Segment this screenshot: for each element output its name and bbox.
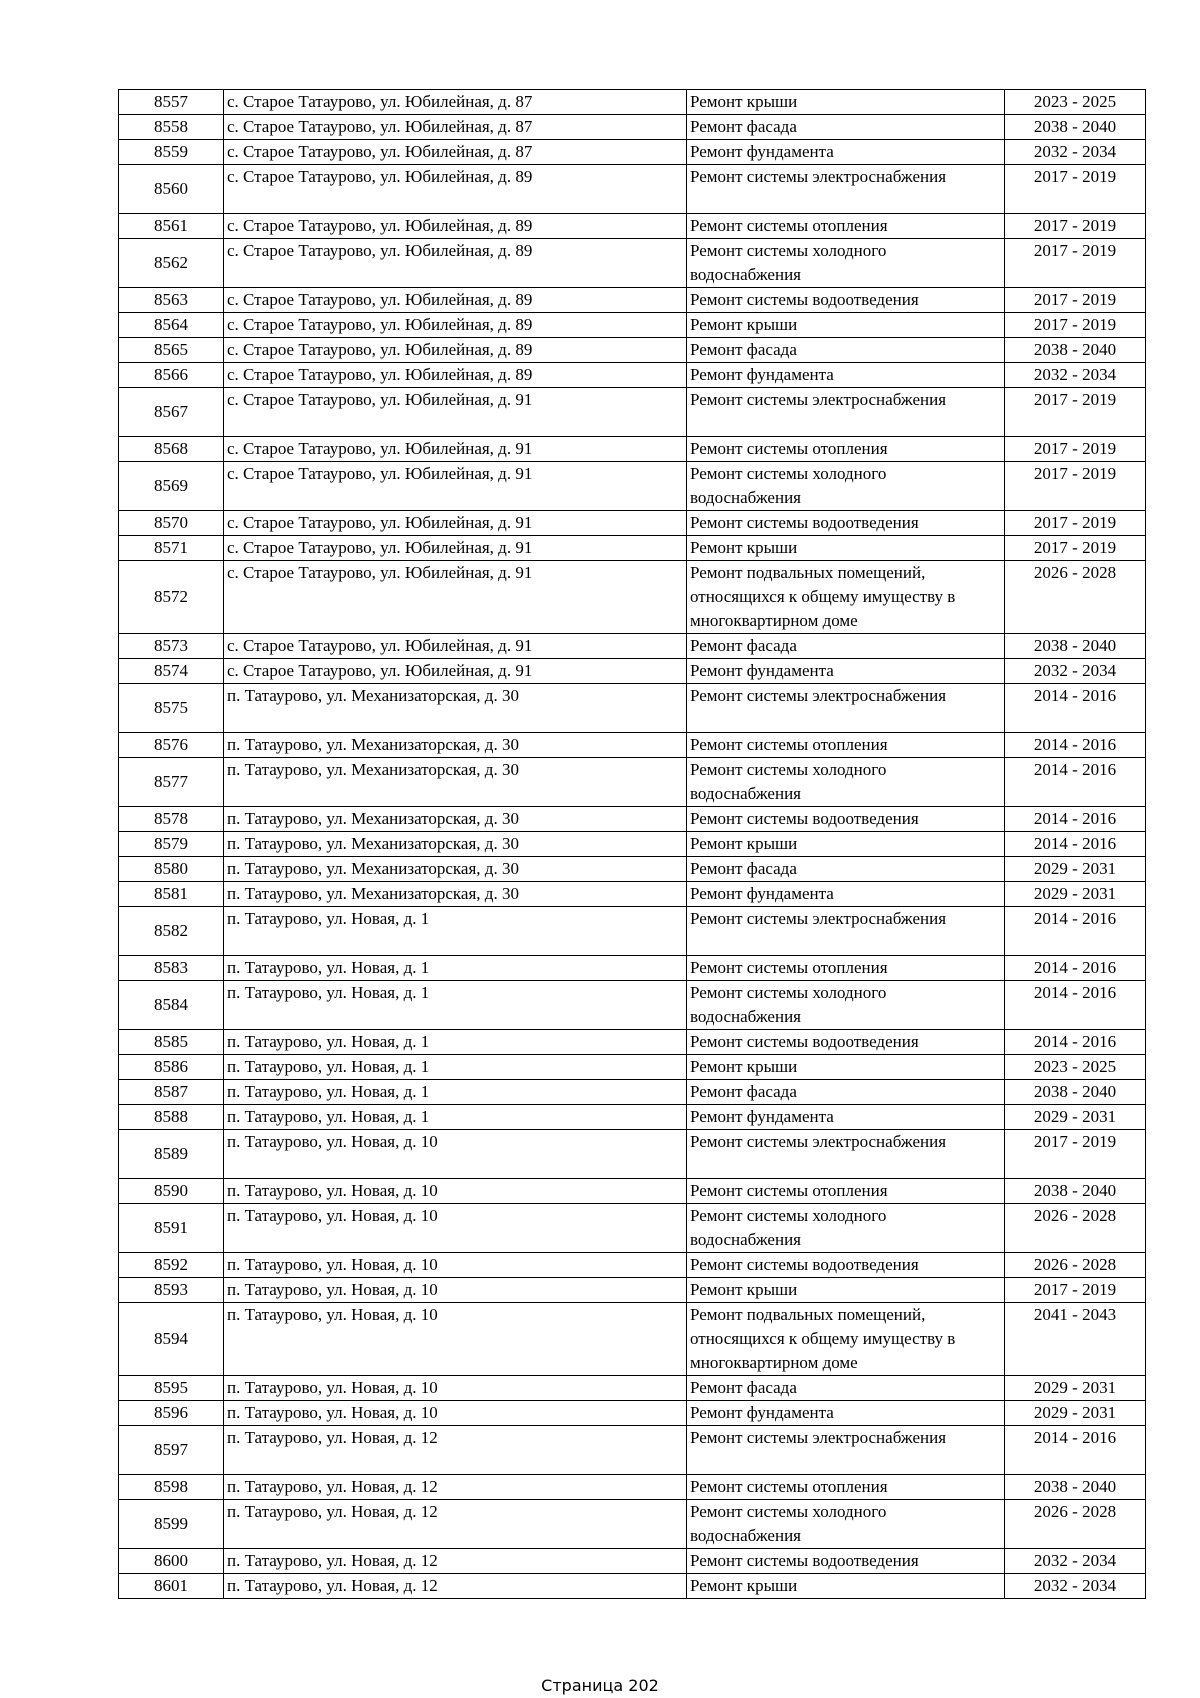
row-number-cell: 8587 [119,1080,224,1105]
table-row [119,1278,1146,1303]
address-cell: п. Татаурово, ул. Новая, д. 1 [224,1030,687,1055]
address-cell: с. Старое Татаурово, ул. Юбилейная, д. 89 [224,239,687,288]
work-type-cell: Ремонт крыши [687,1055,1005,1080]
row-number-cell: 8568 [119,437,224,462]
period-cell: 2014 - 2016 [1005,1030,1146,1055]
work-type-cell: Ремонт системы отопления [687,1475,1005,1500]
period-cell: 2014 - 2016 [1005,1426,1146,1475]
row-number-cell: 8578 [119,807,224,832]
address-cell: п. Татаурово, ул. Новая, д. 10 [224,1204,687,1253]
period-cell: 2029 - 2031 [1005,882,1146,907]
period-cell: 2029 - 2031 [1005,857,1146,882]
row-number-cell: 8557 [119,90,224,115]
period-cell: 2038 - 2040 [1005,338,1146,363]
work-type-cell: Ремонт системы отопления [687,1179,1005,1204]
work-type-cell: Ремонт системы электроснабжения [687,388,1005,437]
period-cell: 2041 - 2043 [1005,1303,1146,1376]
row-number-cell: 8573 [119,634,224,659]
work-type-cell: Ремонт крыши [687,536,1005,561]
address-cell: с. Старое Татаурово, ул. Юбилейная, д. 89 [224,313,687,338]
row-number-cell: 8567 [119,388,224,437]
table-row [119,388,1146,437]
period-cell: 2014 - 2016 [1005,981,1146,1030]
row-number-cell: 8581 [119,882,224,907]
work-type-cell: Ремонт системы холодного водоснабжения [687,239,1005,288]
period-cell: 2017 - 2019 [1005,1130,1146,1179]
period-cell: 2038 - 2040 [1005,115,1146,140]
work-type-cell: Ремонт фундамента [687,882,1005,907]
period-cell: 2029 - 2031 [1005,1401,1146,1426]
work-type-cell: Ремонт подвальных помещений, относящихся к общему имуществу в многоквартирном доме [687,561,1005,634]
period-cell: 2038 - 2040 [1005,634,1146,659]
table-row [119,1376,1146,1401]
table-row [119,1426,1146,1475]
address-cell: п. Татаурово, ул. Новая, д. 1 [224,956,687,981]
table-body [119,90,1146,1599]
table-row [119,1549,1146,1574]
address-cell: п. Татаурово, ул. Механизаторская, д. 30 [224,857,687,882]
period-cell: 2032 - 2034 [1005,363,1146,388]
period-cell: 2017 - 2019 [1005,536,1146,561]
work-type-cell: Ремонт фасада [687,1376,1005,1401]
work-type-cell: Ремонт фундамента [687,659,1005,684]
row-number-cell: 8574 [119,659,224,684]
address-cell: п. Татаурово, ул. Новая, д. 1 [224,1080,687,1105]
row-number-cell: 8559 [119,140,224,165]
table-row [119,1253,1146,1278]
period-cell: 2014 - 2016 [1005,733,1146,758]
row-number-cell: 8594 [119,1303,224,1376]
address-cell: с. Старое Татаурово, ул. Юбилейная, д. 89 [224,288,687,313]
address-cell: п. Татаурово, ул. Новая, д. 10 [224,1179,687,1204]
table-row [119,1401,1146,1426]
row-number-cell: 8569 [119,462,224,511]
address-cell: п. Татаурово, ул. Механизаторская, д. 30 [224,807,687,832]
work-type-cell: Ремонт фундамента [687,1401,1005,1426]
work-type-cell: Ремонт фундамента [687,140,1005,165]
address-cell: п. Татаурово, ул. Новая, д. 1 [224,1055,687,1080]
row-number-cell: 8591 [119,1204,224,1253]
address-cell: с. Старое Татаурово, ул. Юбилейная, д. 91 [224,561,687,634]
page-number: Страница 202 [541,1676,659,1695]
address-cell: п. Татаурово, ул. Механизаторская, д. 30 [224,684,687,733]
row-number-cell: 8597 [119,1426,224,1475]
period-cell: 2029 - 2031 [1005,1105,1146,1130]
table-row [119,511,1146,536]
row-number-cell: 8586 [119,1055,224,1080]
address-cell: п. Татаурово, ул. Механизаторская, д. 30 [224,733,687,758]
work-type-cell: Ремонт системы холодного водоснабжения [687,1204,1005,1253]
period-cell: 2032 - 2034 [1005,140,1146,165]
table-row [119,140,1146,165]
table-row [119,1303,1146,1376]
period-cell: 2014 - 2016 [1005,907,1146,956]
period-cell: 2014 - 2016 [1005,807,1146,832]
address-cell: п. Татаурово, ул. Новая, д. 10 [224,1130,687,1179]
period-cell: 2014 - 2016 [1005,832,1146,857]
table-row [119,1179,1146,1204]
table-row [119,1204,1146,1253]
address-cell: с. Старое Татаурово, ул. Юбилейная, д. 91 [224,511,687,536]
row-number-cell: 8560 [119,165,224,214]
period-cell: 2038 - 2040 [1005,1475,1146,1500]
work-type-cell: Ремонт системы холодного водоснабжения [687,462,1005,511]
address-cell: п. Татаурово, ул. Новая, д. 1 [224,1105,687,1130]
period-cell: 2017 - 2019 [1005,462,1146,511]
row-number-cell: 8561 [119,214,224,239]
period-cell: 2038 - 2040 [1005,1080,1146,1105]
address-cell: п. Татаурово, ул. Новая, д. 1 [224,907,687,956]
work-type-cell: Ремонт системы отопления [687,733,1005,758]
address-cell: с. Старое Татаурово, ул. Юбилейная, д. 91 [224,659,687,684]
address-cell: п. Татаурово, ул. Новая, д. 12 [224,1574,687,1599]
address-cell: п. Татаурово, ул. Новая, д. 10 [224,1303,687,1376]
period-cell: 2026 - 2028 [1005,1253,1146,1278]
row-number-cell: 8584 [119,981,224,1030]
table-row [119,832,1146,857]
row-number-cell: 8600 [119,1549,224,1574]
address-cell: п. Татаурово, ул. Новая, д. 12 [224,1426,687,1475]
table-row [119,462,1146,511]
row-number-cell: 8562 [119,239,224,288]
address-cell: с. Старое Татаурово, ул. Юбилейная, д. 89 [224,363,687,388]
period-cell: 2029 - 2031 [1005,1376,1146,1401]
work-type-cell: Ремонт подвальных помещений, относящихся к общему имуществу в многоквартирном доме [687,1303,1005,1376]
period-cell: 2032 - 2034 [1005,1549,1146,1574]
row-number-cell: 8585 [119,1030,224,1055]
address-cell: п. Татаурово, ул. Механизаторская, д. 30 [224,758,687,807]
table-row [119,882,1146,907]
row-number-cell: 8563 [119,288,224,313]
table-row [119,363,1146,388]
work-type-cell: Ремонт системы водоотведения [687,1030,1005,1055]
table-row [119,165,1146,214]
row-number-cell: 8566 [119,363,224,388]
period-cell: 2026 - 2028 [1005,1500,1146,1549]
work-type-cell: Ремонт крыши [687,1574,1005,1599]
table-row [119,90,1146,115]
address-cell: с. Старое Татаурово, ул. Юбилейная, д. 89 [224,214,687,239]
address-cell: с. Старое Татаурово, ул. Юбилейная, д. 89 [224,165,687,214]
work-type-cell: Ремонт системы отопления [687,214,1005,239]
period-cell: 2032 - 2034 [1005,659,1146,684]
table-row [119,634,1146,659]
work-type-cell: Ремонт крыши [687,832,1005,857]
table-row [119,907,1146,956]
address-cell: с. Старое Татаурово, ул. Юбилейная, д. 87 [224,115,687,140]
period-cell: 2017 - 2019 [1005,511,1146,536]
period-cell: 2026 - 2028 [1005,561,1146,634]
work-type-cell: Ремонт крыши [687,1278,1005,1303]
work-type-cell: Ремонт фасада [687,115,1005,140]
row-number-cell: 8576 [119,733,224,758]
table-row [119,338,1146,363]
period-cell: 2023 - 2025 [1005,90,1146,115]
work-type-cell: Ремонт фасада [687,857,1005,882]
table-row [119,239,1146,288]
work-type-cell: Ремонт крыши [687,90,1005,115]
row-number-cell: 8596 [119,1401,224,1426]
address-cell: п. Татаурово, ул. Новая, д. 1 [224,981,687,1030]
period-cell: 2017 - 2019 [1005,313,1146,338]
work-type-cell: Ремонт фундамента [687,363,1005,388]
row-number-cell: 8590 [119,1179,224,1204]
work-type-cell: Ремонт системы электроснабжения [687,907,1005,956]
work-type-cell: Ремонт системы отопления [687,956,1005,981]
work-type-cell: Ремонт системы электроснабжения [687,165,1005,214]
table-row [119,659,1146,684]
address-cell: с. Старое Татаурово, ул. Юбилейная, д. 91 [224,388,687,437]
table-row [119,807,1146,832]
table-row [119,1130,1146,1179]
address-cell: с. Старое Татаурово, ул. Юбилейная, д. 91 [224,634,687,659]
table-row [119,956,1146,981]
address-cell: п. Татаурово, ул. Новая, д. 10 [224,1278,687,1303]
address-cell: с. Старое Татаурово, ул. Юбилейная, д. 89 [224,338,687,363]
table-row [119,1500,1146,1549]
table-row [119,1030,1146,1055]
work-type-cell: Ремонт системы электроснабжения [687,1130,1005,1179]
row-number-cell: 8564 [119,313,224,338]
row-number-cell: 8565 [119,338,224,363]
address-cell: п. Татаурово, ул. Новая, д. 12 [224,1475,687,1500]
period-cell: 2017 - 2019 [1005,388,1146,437]
period-cell: 2017 - 2019 [1005,239,1146,288]
work-type-cell: Ремонт системы водоотведения [687,1253,1005,1278]
table-row [119,1080,1146,1105]
row-number-cell: 8558 [119,115,224,140]
table-row [119,1105,1146,1130]
table-row [119,981,1146,1030]
table-row [119,1574,1146,1599]
work-type-cell: Ремонт фундамента [687,1105,1005,1130]
row-number-cell: 8572 [119,561,224,634]
row-number-cell: 8582 [119,907,224,956]
period-cell: 2014 - 2016 [1005,956,1146,981]
work-type-cell: Ремонт системы электроснабжения [687,684,1005,733]
address-cell: с. Старое Татаурово, ул. Юбилейная, д. 91 [224,462,687,511]
work-type-cell: Ремонт системы водоотведения [687,807,1005,832]
row-number-cell: 8579 [119,832,224,857]
row-number-cell: 8593 [119,1278,224,1303]
period-cell: 2017 - 2019 [1005,288,1146,313]
period-cell: 2026 - 2028 [1005,1204,1146,1253]
address-cell: п. Татаурово, ул. Новая, д. 10 [224,1376,687,1401]
address-cell: п. Татаурово, ул. Механизаторская, д. 30 [224,832,687,857]
row-number-cell: 8577 [119,758,224,807]
table-row [119,288,1146,313]
work-type-cell: Ремонт системы водоотведения [687,288,1005,313]
table-row [119,733,1146,758]
work-type-cell: Ремонт системы отопления [687,437,1005,462]
period-cell: 2017 - 2019 [1005,214,1146,239]
period-cell: 2017 - 2019 [1005,165,1146,214]
table-row [119,536,1146,561]
table-row [119,313,1146,338]
period-cell: 2014 - 2016 [1005,684,1146,733]
table-row [119,857,1146,882]
row-number-cell: 8601 [119,1574,224,1599]
work-type-cell: Ремонт системы холодного водоснабжения [687,758,1005,807]
period-cell: 2032 - 2034 [1005,1574,1146,1599]
table-row [119,561,1146,634]
address-cell: п. Татаурово, ул. Новая, д. 12 [224,1500,687,1549]
table-row [119,214,1146,239]
address-cell: с. Старое Татаурово, ул. Юбилейная, д. 91 [224,437,687,462]
row-number-cell: 8598 [119,1475,224,1500]
work-type-cell: Ремонт крыши [687,313,1005,338]
address-cell: с. Старое Татаурово, ул. Юбилейная, д. 87 [224,140,687,165]
work-type-cell: Ремонт фасада [687,338,1005,363]
table-row [119,758,1146,807]
row-number-cell: 8589 [119,1130,224,1179]
period-cell: 2023 - 2025 [1005,1055,1146,1080]
repair-schedule-table [118,89,1146,1599]
row-number-cell: 8570 [119,511,224,536]
row-number-cell: 8583 [119,956,224,981]
row-number-cell: 8595 [119,1376,224,1401]
table-row [119,115,1146,140]
work-type-cell: Ремонт фасада [687,1080,1005,1105]
row-number-cell: 8571 [119,536,224,561]
period-cell: 2017 - 2019 [1005,437,1146,462]
work-type-cell: Ремонт системы водоотведения [687,1549,1005,1574]
address-cell: п. Татаурово, ул. Механизаторская, д. 30 [224,882,687,907]
table-row [119,1055,1146,1080]
row-number-cell: 8580 [119,857,224,882]
period-cell: 2014 - 2016 [1005,758,1146,807]
period-cell: 2038 - 2040 [1005,1179,1146,1204]
row-number-cell: 8575 [119,684,224,733]
work-type-cell: Ремонт системы электроснабжения [687,1426,1005,1475]
address-cell: с. Старое Татаурово, ул. Юбилейная, д. 91 [224,536,687,561]
address-cell: п. Татаурово, ул. Новая, д. 10 [224,1253,687,1278]
work-type-cell: Ремонт системы холодного водоснабжения [687,981,1005,1030]
table-row [119,1475,1146,1500]
work-type-cell: Ремонт фасада [687,634,1005,659]
table-row [119,684,1146,733]
work-type-cell: Ремонт системы водоотведения [687,511,1005,536]
row-number-cell: 8599 [119,1500,224,1549]
work-type-cell: Ремонт системы холодного водоснабжения [687,1500,1005,1549]
row-number-cell: 8592 [119,1253,224,1278]
table-row [119,437,1146,462]
address-cell: с. Старое Татаурово, ул. Юбилейная, д. 87 [224,90,687,115]
period-cell: 2017 - 2019 [1005,1278,1146,1303]
row-number-cell: 8588 [119,1105,224,1130]
address-cell: п. Татаурово, ул. Новая, д. 10 [224,1401,687,1426]
address-cell: п. Татаурово, ул. Новая, д. 12 [224,1549,687,1574]
